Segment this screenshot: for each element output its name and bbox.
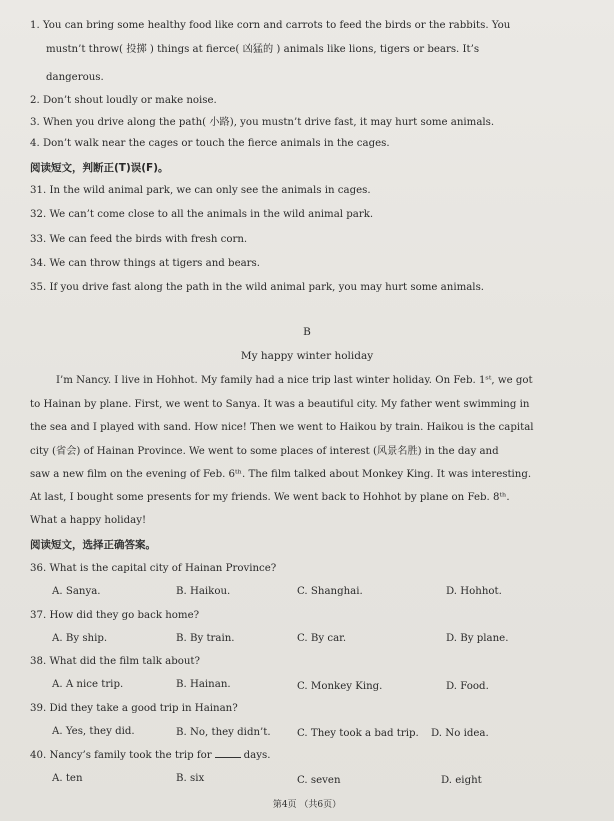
tf-question: 31. In the wild animal park, we can only see the animals in cages.	[30, 185, 371, 196]
option-a: A. ten	[52, 773, 83, 784]
rule-line: 2. Don’t shout loudly or make noise.	[30, 95, 217, 106]
tf-question: 33. We can feed the birds with fresh corn.	[30, 234, 248, 245]
passage-line: saw a new film on the evening of Feb. 6ᵗʰ. The film talked about Monkey King. It was interesting.	[30, 469, 532, 480]
option-c: C. Monkey King.	[297, 681, 383, 692]
tf-question: 35. If you drive fast along the path in the wild animal park, you may hurt some animals.	[30, 282, 485, 293]
mc-question: 37. How did they go back home?	[30, 610, 200, 621]
rule-line: 3. When you drive along the path( 小路), you mustn’t drive fast, it may hurt some animals.	[30, 117, 495, 128]
section-a-instruction: 阅读短文，判断正(T)误(F)。	[30, 162, 169, 174]
rule-line: mustn’t throw( 投掷 ) things at fierce( 凶猛的 ) animals like lions, tigers or bears. It’s	[46, 44, 480, 55]
passage-title: My happy winter holiday	[240, 350, 374, 362]
option-d: D. No idea.	[431, 728, 489, 739]
page-footer: 第4页 （共6页）	[272, 800, 342, 810]
option-a: A. Yes, they did.	[52, 726, 135, 737]
rule-line: dangerous.	[46, 72, 104, 83]
option-c: C. Shanghai.	[297, 586, 363, 597]
option-a: A. A nice trip.	[52, 679, 124, 690]
mc-question	[30, 749, 270, 763]
option-b: B. Haikou.	[176, 586, 231, 597]
option-d: D. Hohhot.	[446, 586, 502, 597]
passage-line: What a happy holiday!	[30, 515, 147, 526]
tf-question: 34. We can throw things at tigers and bears.	[30, 258, 261, 269]
option-b: B. Hainan.	[176, 679, 231, 690]
option-d: D. Food.	[446, 681, 489, 692]
passage-line: to Hainan by plane. First, we went to Sanya. It was a beautiful city. My father went swimming in	[30, 399, 530, 410]
option-a: A. Sanya.	[52, 586, 101, 597]
mc-question: 36. What is the capital city of Hainan Province?	[30, 563, 277, 574]
passage-line: the sea and I played with sand. How nice! Then we went to Haikou by train. Haikou is the capital	[30, 422, 534, 433]
option-b: B. By train.	[176, 633, 235, 644]
mc-question: 38. What did the film talk about?	[30, 656, 200, 667]
question-text-end: days.	[243, 750, 271, 761]
option-c: C. seven	[297, 775, 341, 786]
option-a: A. By ship.	[52, 633, 108, 644]
section-b-instruction: 阅读短文，选择正确答案。	[30, 539, 156, 551]
passage-line: city (省会) of Hainan Province. We went to some places of interest (风景名胜) in the day and	[30, 446, 499, 457]
option-c: C. They took a bad trip.	[297, 728, 419, 739]
passage-line: I’m Nancy. I live in Hohhot. My family had a nice trip last winter holiday. On Feb. 1ˢᵗ, we got	[56, 375, 533, 386]
passage-line: At last, I bought some presents for my friends. We went back to Hohhot by plane on Feb. 8ᵗʰ.	[30, 492, 510, 503]
mc-question: 39. Did they take a good trip in Hainan?	[30, 703, 238, 714]
tf-question: 32. We can’t come close to all the animals in the wild animal park.	[30, 209, 374, 220]
option-d: D. eight	[441, 775, 482, 786]
option-b: B. six	[176, 773, 205, 784]
answer-blank	[215, 757, 241, 758]
option-b: B. No, they didn’t.	[176, 727, 271, 738]
option-c: C. By car.	[297, 633, 347, 644]
question-text: 40. Nancy’s family took the trip for	[30, 750, 212, 761]
rule-line: 1. You can bring some healthy food like corn and carrots to feed the birds or the rabbits. You	[30, 20, 511, 31]
rule-line: 4. Don’t walk near the cages or touch the fierce animals in the cages.	[30, 138, 390, 149]
section-b-label: B	[303, 326, 311, 338]
option-d: D. By plane.	[446, 633, 509, 644]
